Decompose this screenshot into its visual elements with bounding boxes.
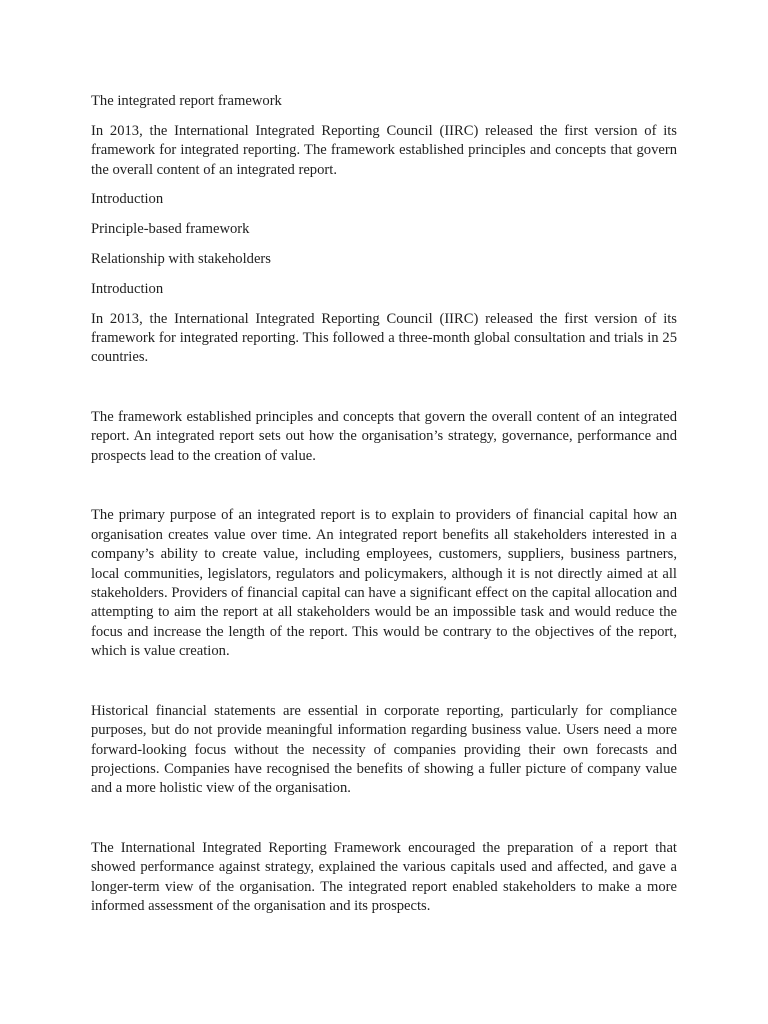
- body-paragraph-3: The primary purpose of an integrated report is to explain to providers of financial capital how an organisation creates value over time. An integrated report benefits all stakeholders interested in a company’s ability to create value, including employees, customers, suppliers, business partners, local communities, legislators, regulators and policymakers, although it is not directly aimed at all stakeholders. Providers of financial capital can have a significant effect on the capital allocation and attempting to aim the report at all stakeholders would be an impossible task and would reduce the focus and increase the length of the report. This would be contrary to the objectives of the report, which is value creation.: [91, 507, 677, 660]
- document-page: [91, 92, 677, 927]
- body-paragraph-4: Historical financial statements are essential in corporate reporting, particularly for compliance purposes, but do not provide meaningful information regarding business value. Users need a more forward-looking focus without the necessity of companies providing their own forecasts and projections. Companies have recognised the benefits of showing a fuller picture of company value and a more holistic view of the organisation.: [91, 702, 677, 797]
- blank-line: [91, 477, 677, 496]
- intro-paragraph: In 2013, the International Integrated Reporting Council (IIRC) released the first version of its framework for integrated reporting. The framework established principles and concepts that govern the overall content of an integrated report.: [91, 122, 677, 178]
- toc-item-relationship-with-stakeholders: Relationship with stakeholders: [91, 251, 271, 267]
- section-heading-introduction: Introduction: [91, 280, 164, 297]
- toc-item-principle-based-framework: Principle-based framework: [91, 221, 250, 238]
- body-paragraph-1: In 2013, the International Integrated Reporting Council (IIRC) released the first version of its framework for integrated reporting. This followed a three-month global consultation and trials in 25 countries.: [91, 310, 677, 366]
- blank-line: [91, 672, 677, 691]
- body-paragraph-5: The International Integrated Reporting Framework encouraged the preparation of a report that showed performance against strategy, explained the various capitals used and affected, and gave a longer-term view of the organisation. The integrated report enabled stakeholders to make a more informed assessment of the organisation and its prospects.: [91, 840, 677, 915]
- toc-item-introduction: Introduction: [91, 191, 164, 208]
- document-title: The integrated report framework: [91, 93, 282, 109]
- blank-line: [91, 809, 677, 828]
- blank-line: [91, 378, 677, 397]
- body-paragraph-2: The framework established principles and concepts that govern the overall content of an integrated report. An integrated report sets out how the organisation’s strategy, governance, performance and prospects lead to the creation of value.: [91, 408, 677, 464]
